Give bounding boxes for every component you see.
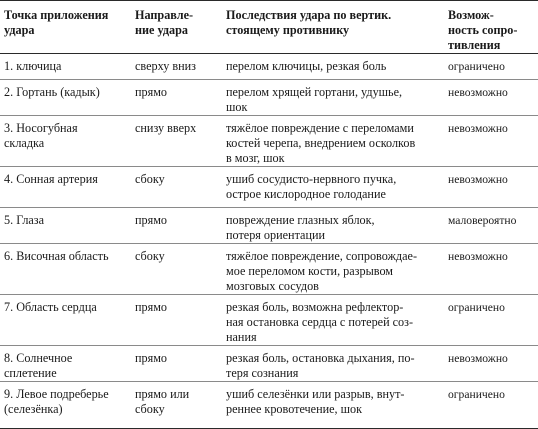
table-header (0, 1, 538, 54)
header-strike-point: Точка приложения удара (0, 1, 131, 54)
cell-strike-point: 2. Гортань (кадык) (0, 80, 131, 116)
cell-resistance: невозможно (444, 80, 538, 116)
cell-strike-point: 1. ключица (4, 59, 62, 73)
cell-direction: сверху вниз (135, 59, 196, 73)
table-row (0, 80, 538, 116)
cell-direction: сбоку (131, 244, 222, 295)
cell-resistance: маловероятно (444, 208, 538, 244)
cell-resistance: ограничено (444, 382, 538, 429)
cell-strike-point: 3. Носогубная складка (0, 116, 131, 167)
cell-consequences: повреждение глазных яблок, потеря ориентации (222, 208, 444, 244)
header-consequences: Последствия удара по вертик. стоящему противнику (222, 1, 444, 54)
cell-consequences: ушиб селезёнки или разрыв, внут- реннее кровотечение, шок (222, 382, 444, 429)
table-row (0, 116, 538, 167)
table-row (0, 208, 538, 244)
cell-direction: снизу вверх (131, 116, 222, 167)
cell-consequences: резкая боль, возможна рефлектор- ная остановка сердца с потерей соз- нания (222, 295, 444, 346)
cell-direction: сбоку (131, 167, 222, 208)
cell-strike-point: 8. Солнечное сплетение (0, 346, 131, 382)
cell-resistance: невозможно (444, 167, 538, 208)
cell-resistance: ограничено (444, 295, 538, 346)
table-row (0, 382, 538, 429)
header-strike-direction: Направле- ние удара (131, 1, 222, 54)
cell-resistance: невозможно (444, 244, 538, 295)
cell-consequences: резкая боль, остановка дыхания, по- теря сознания (222, 346, 444, 382)
cell-strike-point: 7. Область сердца (0, 295, 131, 346)
table-body (0, 54, 538, 429)
cell-consequences: тяжёлое повреждение с переломами костей черепа, внедрением осколков в мозг, шок (222, 116, 444, 167)
cell-strike-point: 9. Левое подреберье (селезёнка) (0, 382, 131, 429)
cell-strike-point: 5. Глаза (0, 208, 131, 244)
header-resistance: Возмож- ность сопро- тивления (444, 1, 538, 54)
cell-direction: прямо или сбоку (131, 382, 222, 429)
cell-strike-point: 4. Сонная артерия (0, 167, 131, 208)
table-row (0, 346, 538, 382)
table-row (0, 54, 538, 80)
cell-direction: прямо (131, 80, 222, 116)
cell-consequences: ушиб сосудисто-нервного пучка, острое кислородное голодание (222, 167, 444, 208)
table-row (0, 167, 538, 208)
table-row (0, 244, 538, 295)
cell-consequences: тяжёлое повреждение, сопровождае- мое переломом кости, разрывом мозговых сосудов (222, 244, 444, 295)
cell-resistance: невозможно (444, 346, 538, 382)
cell-direction: прямо (131, 208, 222, 244)
header-row (0, 1, 538, 54)
cell-direction: прямо (131, 295, 222, 346)
cell-consequences: перелом хрящей гортани, удушье, шок (222, 80, 444, 116)
cell-resistance: невозможно (444, 116, 538, 167)
cell-consequences: перелом ключицы, резкая боль (226, 59, 387, 73)
cell-direction: прямо (131, 346, 222, 382)
cell-strike-point: 6. Височная область (0, 244, 131, 295)
cell-resistance: ограничено (448, 60, 505, 73)
table-row (0, 295, 538, 346)
